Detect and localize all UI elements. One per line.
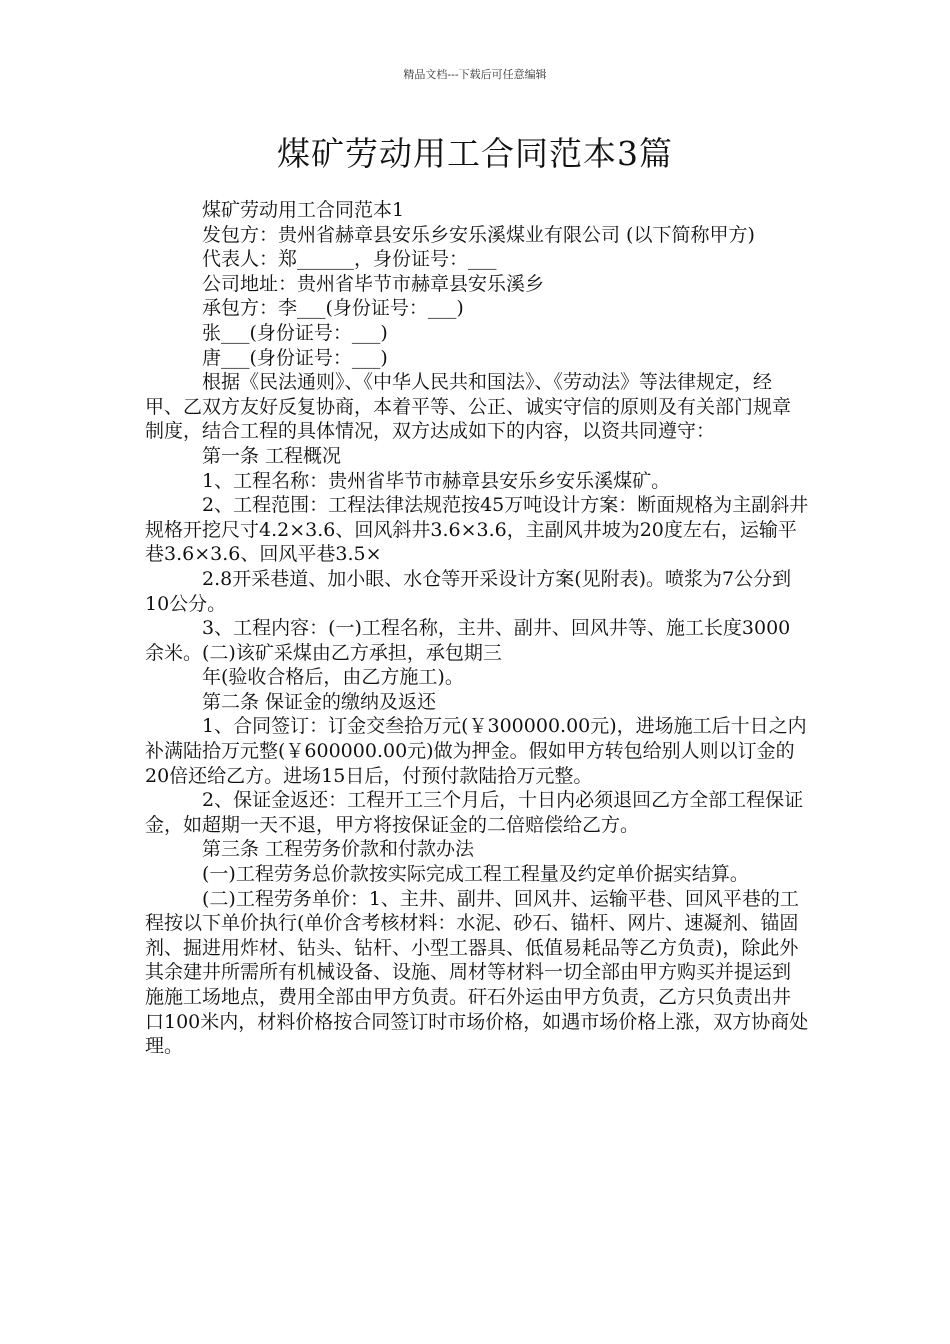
paragraph: 唐___(身份证号：___) <box>202 346 388 369</box>
paragraph: 2.8开采巷道、加小眼、水仓等开采设计方案(见附表)。喷浆为7公分到10公分。 <box>145 567 792 615</box>
paragraph: 2、工程范围：工程法律法规范按45万吨设计方案：断面规格为主副斜井规格开挖尺寸4.2×3.6、回风斜井3.6×3.6，主副风井坡为20度左右，运输平巷3.6×3.6、回风平巷3.5× <box>145 494 809 566</box>
paragraph: 煤矿劳动用工合同范本1 <box>202 199 405 221</box>
paragraph: 第三条 工程劳务价款和付款办法 <box>202 838 475 861</box>
paragraph: 1、工程名称：贵州省毕节市赫章县安乐乡安乐溪煤矿。 <box>202 469 671 492</box>
paragraph: 代表人：郑______，身份证号：___ <box>202 248 497 271</box>
paragraph: 公司地址：贵州省毕节市赫章县安乐溪乡 <box>202 272 545 295</box>
paragraph: 根据《民法通则》、《中华人民共和国法》、《劳动法》等法律规定，经甲、乙双方友好反复协商，本着平等、公正、诚实守信的原则及有关部门规章制度，结合工程的具体情况，双方达成如下的内容，以资共同遵守： <box>145 371 792 443</box>
paragraph: 发包方：贵州省赫章县安乐乡安乐溪煤业有限公司 (以下简称甲方) <box>202 223 755 246</box>
paragraph: 第一条 工程概况 <box>202 444 342 467</box>
paragraph: 承包方：李___(身份证号：___) <box>202 297 464 320</box>
document-body <box>145 198 809 1059</box>
document-title: 煤矿劳动用工合同范本3篇 <box>277 134 673 173</box>
paragraph: (一)工程劳务总价款按实际完成工程工程量及约定单价据实结算。 <box>202 863 749 886</box>
paragraph: 年(验收合格后，由乙方施工)。 <box>202 666 464 689</box>
paragraph: 1、合同签订：订金交叁拾万元(￥300000.00元)，进场施工后十日之内补满陆拾万元整(￥600000.00元)做为押金。假如甲方转包给别人则以订金的20倍还给乙方。进场15日后，付预付款陆拾万元整。 <box>145 715 807 787</box>
paragraph: 第二条 保证金的缴纳及返还 <box>202 690 437 713</box>
paragraph: 张___(身份证号：___) <box>202 321 388 344</box>
paragraph: (二)工程劳务单价：1、主井、副井、回风井、运输平巷、回风平巷的工程按以下单价执行(单价含考核材料：水泥、砂石、锚杆、网片、速凝剂、锚固剂、掘进用炸材、钻头、钻杆、小型工器具、低值易耗品等乙方负责)，除此外其余建井所需所有机械设备、设施、周材等材料一切全部由甲方购买并提运到施施工场地点，费用全部由甲方负责。矸石外运由甲方负责，乙方只负责出井口100米内，材料价格按合同签订时市场价格，如遇市场价格上涨，双方协商处理。 <box>145 887 809 1058</box>
page-header: 精品文档---下载后可任意编辑 <box>403 68 547 81</box>
paragraph: 2、保证金返还：工程开工三个月后，十日内必须退回乙方全部工程保证金，如超期一天不退，甲方将按保证金的二倍赔偿给乙方。 <box>145 789 804 836</box>
paragraph: 3、工程内容：(一)工程名称，主井、副井、回风井等、施工长度3000余米。(二)该矿采煤由乙方承担，承包期三 <box>145 617 791 664</box>
